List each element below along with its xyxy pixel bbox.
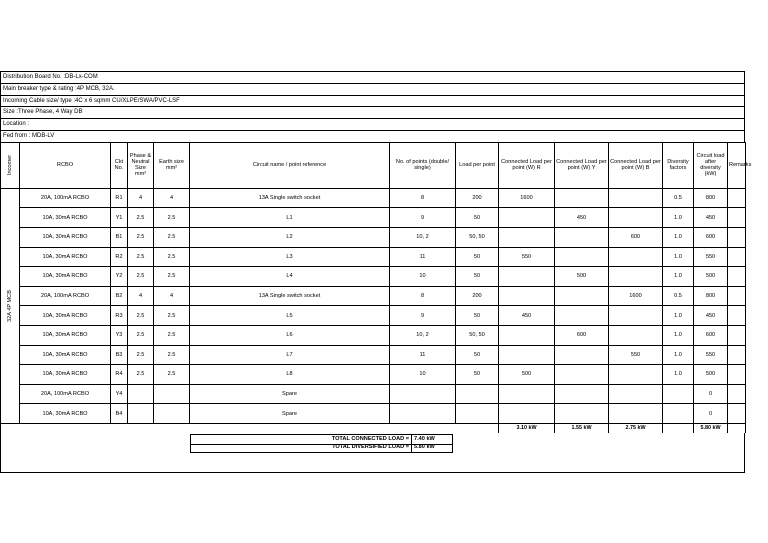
col-after-diversity: Circuit load after diversity (kW) [694, 142, 728, 188]
connected-b-cell [609, 267, 663, 287]
connected-b-cell: 600 [609, 227, 663, 247]
load-per-point-cell: 50 [456, 365, 499, 385]
phase-neutral-cell: 2.5 [128, 247, 154, 267]
connected-r-cell: 500 [499, 365, 555, 385]
incomer-breaker-cell: 32A 4P MCB [1, 188, 20, 423]
connected-b-cell [609, 208, 663, 228]
blank-cell [190, 423, 390, 433]
circuit-name-cell: L8 [190, 365, 390, 385]
load-per-point-cell: 50 [456, 306, 499, 326]
circuit-name-cell: L7 [190, 345, 390, 365]
ckt-no-cell: R4 [111, 365, 128, 385]
earth-size-cell: 4 [154, 188, 190, 208]
blank-cell [390, 423, 456, 433]
remarks-cell [728, 325, 746, 345]
load-per-point-cell [456, 384, 499, 404]
col-connected-y: Connected Load per point (W) Y [555, 142, 609, 188]
diversity-cell: 0.5 [663, 188, 694, 208]
connected-y-cell [555, 286, 609, 306]
after-diversity-cell: 450 [694, 306, 728, 326]
circuit-schedule-table [0, 142, 752, 433]
connected-y-cell: 600 [555, 325, 609, 345]
ckt-no-cell: Y3 [111, 325, 128, 345]
after-diversity-cell: 500 [694, 267, 728, 287]
connected-y-cell [555, 365, 609, 385]
after-diversity-cell: 550 [694, 247, 728, 267]
connected-y-cell: 500 [555, 267, 609, 287]
col-connected-r: Connected Load per point (W) R [499, 142, 555, 188]
connected-b-cell [609, 247, 663, 267]
earth-size-cell: 2.5 [154, 267, 190, 287]
ckt-no-cell: Y2 [111, 267, 128, 287]
diversity-cell: 1.0 [663, 208, 694, 228]
diversity-cell [663, 404, 694, 424]
diversity-cell: 1.0 [663, 306, 694, 326]
connected-b-cell [609, 188, 663, 208]
blank-cell [128, 423, 154, 433]
ckt-no-cell: R3 [111, 306, 128, 326]
col-ckt-no: Ckt No. [111, 142, 128, 188]
load-per-point-cell: 50 [456, 247, 499, 267]
connected-r-cell [499, 286, 555, 306]
info-size: Size :Three Phase, 4 Way DB [0, 106, 745, 118]
earth-size-cell: 2.5 [154, 306, 190, 326]
blank-cell [154, 423, 190, 433]
connected-r-cell [499, 345, 555, 365]
blank-cell [663, 423, 694, 433]
blank-cell [1, 423, 20, 433]
points-cell: 8 [390, 188, 456, 208]
connected-y-cell [555, 247, 609, 267]
connected-b-cell [609, 306, 663, 326]
phase-neutral-cell: 2.5 [128, 227, 154, 247]
circuit-name-cell: Spare [190, 404, 390, 424]
earth-size-cell: 2.5 [154, 208, 190, 228]
after-diversity-cell: 500 [694, 365, 728, 385]
phase-neutral-cell: 2.5 [128, 325, 154, 345]
after-diversity-cell: 800 [694, 188, 728, 208]
blank-cell [20, 423, 111, 433]
ckt-no-cell: R2 [111, 247, 128, 267]
rcbo-cell: 10A, 30mA RCBO [20, 345, 111, 365]
connected-y-cell [555, 188, 609, 208]
circuit-name-cell: L2 [190, 227, 390, 247]
rcbo-cell: 10A, 30mA RCBO [20, 365, 111, 385]
info-location: Location : [0, 118, 745, 130]
load-per-point-cell: 200 [456, 286, 499, 306]
points-cell: 11 [390, 247, 456, 267]
after-diversity-cell: 0 [694, 384, 728, 404]
diversity-cell: 1.0 [663, 227, 694, 247]
col-load-per-point: Load per point [456, 142, 499, 188]
rcbo-cell: 20A, 100mA RCBO [20, 384, 111, 404]
load-per-point-cell: 50 [456, 267, 499, 287]
rcbo-cell: 10A, 30mA RCBO [20, 247, 111, 267]
diversity-cell: 1.0 [663, 267, 694, 287]
col-rcbo: RCBO [20, 142, 111, 188]
table-row [1, 404, 746, 424]
summary-area [0, 433, 745, 473]
phase-neutral-cell: 4 [128, 188, 154, 208]
connected-b-cell: 550 [609, 345, 663, 365]
remarks-cell [728, 365, 746, 385]
circuit-name-cell: 13A Single switch socket [190, 188, 390, 208]
after-diversity-cell: 800 [694, 286, 728, 306]
connected-y-cell: 450 [555, 208, 609, 228]
total-diversified-load: TOTAL DIVERSIFIED LOAD = 5.80 kW [190, 443, 453, 453]
connected-y-cell [555, 384, 609, 404]
connected-y-cell [555, 345, 609, 365]
remarks-cell [728, 404, 746, 424]
table-row [1, 345, 746, 365]
remarks-cell [728, 306, 746, 326]
diversity-cell: 1.0 [663, 325, 694, 345]
connected-y-cell [555, 227, 609, 247]
ckt-no-cell: Y4 [111, 384, 128, 404]
points-cell: 11 [390, 345, 456, 365]
rcbo-cell: 10A, 30mA RCBO [20, 325, 111, 345]
load-per-point-cell: 50 [456, 345, 499, 365]
remarks-cell [728, 188, 746, 208]
connected-b-cell: 1600 [609, 286, 663, 306]
col-earth-size: Earth size mm² [154, 142, 190, 188]
points-cell [390, 404, 456, 424]
load-per-point-cell: 200 [456, 188, 499, 208]
remarks-cell [728, 227, 746, 247]
connected-y-cell [555, 404, 609, 424]
ckt-no-cell: Y1 [111, 208, 128, 228]
load-per-point-cell: 50, 50 [456, 325, 499, 345]
table-row [1, 306, 746, 326]
earth-size-cell [154, 404, 190, 424]
remarks-cell [728, 247, 746, 267]
phase-neutral-cell: 2.5 [128, 208, 154, 228]
table-row [1, 208, 746, 228]
info-incoming-cable: Incoming Cable size/ type :4C x 6 sqmm CU/XLPE/SWA/PVC-LSF [0, 95, 745, 107]
ckt-no-cell: R1 [111, 188, 128, 208]
connected-b-cell [609, 365, 663, 385]
after-diversity-cell: 450 [694, 208, 728, 228]
diversity-cell: 1.0 [663, 345, 694, 365]
table-header-row [1, 142, 746, 188]
connected-r-cell [499, 267, 555, 287]
blank-cell [111, 423, 128, 433]
distribution-board-schedule [0, 71, 752, 473]
ckt-no-cell: B2 [111, 286, 128, 306]
blank-cell [728, 423, 746, 433]
after-diversity-cell: 550 [694, 345, 728, 365]
remarks-cell [728, 208, 746, 228]
col-circuit-name: Circuit name / point reference [190, 142, 390, 188]
earth-size-cell: 2.5 [154, 247, 190, 267]
info-db-number: Distribution Board No. :DB-Lx-COM [0, 71, 745, 83]
rcbo-cell: 10A, 30mA RCBO [20, 208, 111, 228]
connected-b-cell [609, 404, 663, 424]
connected-y-cell [555, 306, 609, 326]
earth-size-cell: 2.5 [154, 345, 190, 365]
connected-b-cell [609, 384, 663, 404]
table-row [1, 188, 746, 208]
info-fed-from: Fed from : MDB-LV [0, 130, 745, 142]
total-y: 1.55 kW [555, 423, 609, 433]
points-cell: 8 [390, 286, 456, 306]
blank-cell [456, 423, 499, 433]
rcbo-cell: 10A, 30mA RCBO [20, 306, 111, 326]
col-points: No. of points (double/ single) [390, 142, 456, 188]
total-after-diversity: 5.80 kW [694, 423, 728, 433]
connected-r-cell: 550 [499, 247, 555, 267]
load-per-point-cell: 50 [456, 208, 499, 228]
circuit-name-cell: 13A Single switch socket [190, 286, 390, 306]
points-cell: 10 [390, 365, 456, 385]
diversity-cell: 1.0 [663, 247, 694, 267]
points-cell: 10, 2 [390, 325, 456, 345]
table-row [1, 247, 746, 267]
rcbo-cell: 20A, 100mA RCBO [20, 286, 111, 306]
rcbo-cell: 10A, 30mA RCBO [20, 227, 111, 247]
connected-r-cell: 1600 [499, 188, 555, 208]
circuit-name-cell: L4 [190, 267, 390, 287]
phase-neutral-cell: 2.5 [128, 365, 154, 385]
earth-size-cell: 2.5 [154, 325, 190, 345]
points-cell: 10, 2 [390, 227, 456, 247]
phase-neutral-cell [128, 384, 154, 404]
points-cell: 10 [390, 267, 456, 287]
earth-size-cell [154, 384, 190, 404]
table-row [1, 384, 746, 404]
remarks-cell [728, 267, 746, 287]
rcbo-cell: 10A, 30mA RCBO [20, 404, 111, 424]
diversity-cell: 1.0 [663, 365, 694, 385]
connected-b-cell [609, 325, 663, 345]
circuit-name-cell: L5 [190, 306, 390, 326]
load-per-point-cell: 50, 50 [456, 227, 499, 247]
table-row [1, 267, 746, 287]
points-cell [390, 384, 456, 404]
earth-size-cell: 4 [154, 286, 190, 306]
phase-totals-row [1, 423, 746, 433]
phase-neutral-cell: 2.5 [128, 345, 154, 365]
phase-neutral-cell: 2.5 [128, 306, 154, 326]
after-diversity-cell: 600 [694, 325, 728, 345]
total-b: 2.75 kW [609, 423, 663, 433]
load-per-point-cell [456, 404, 499, 424]
connected-r-cell [499, 404, 555, 424]
rcbo-cell: 20A, 100mA RCBO [20, 188, 111, 208]
diversity-cell: 0.5 [663, 286, 694, 306]
circuit-name-cell: L6 [190, 325, 390, 345]
circuit-name-cell: L3 [190, 247, 390, 267]
circuit-name-cell: Spare [190, 384, 390, 404]
points-cell: 9 [390, 306, 456, 326]
circuit-name-cell: L1 [190, 208, 390, 228]
connected-r-cell [499, 325, 555, 345]
table-row [1, 286, 746, 306]
table-row [1, 227, 746, 247]
remarks-cell [728, 384, 746, 404]
after-diversity-cell: 600 [694, 227, 728, 247]
remarks-cell [728, 286, 746, 306]
earth-size-cell: 2.5 [154, 227, 190, 247]
phase-neutral-cell [128, 404, 154, 424]
col-diversity: Diversity factors [663, 142, 694, 188]
ckt-no-cell: B4 [111, 404, 128, 424]
col-incomer: Incomer [1, 142, 20, 188]
phase-neutral-cell: 2.5 [128, 267, 154, 287]
ckt-no-cell: B1 [111, 227, 128, 247]
earth-size-cell: 2.5 [154, 365, 190, 385]
rcbo-cell: 10A, 30mA RCBO [20, 267, 111, 287]
total-r: 3.10 kW [499, 423, 555, 433]
ckt-no-cell: B3 [111, 345, 128, 365]
connected-r-cell: 450 [499, 306, 555, 326]
table-row [1, 325, 746, 345]
remarks-cell [728, 345, 746, 365]
col-remarks: Remarks [728, 142, 746, 188]
info-main-breaker: Main breaker type & rating :4P MCB, 32A. [0, 83, 745, 95]
total-connected-load: TOTAL CONNECTED LOAD = 7.40 kW [190, 434, 453, 445]
col-connected-b: Connected Load per point (W) B [609, 142, 663, 188]
diversity-cell [663, 384, 694, 404]
connected-r-cell [499, 384, 555, 404]
after-diversity-cell: 0 [694, 404, 728, 424]
connected-r-cell [499, 227, 555, 247]
table-row [1, 365, 746, 385]
col-phase-neutral: Phase & Neutral Size mm² [128, 142, 154, 188]
phase-neutral-cell: 4 [128, 286, 154, 306]
connected-r-cell [499, 208, 555, 228]
points-cell: 9 [390, 208, 456, 228]
